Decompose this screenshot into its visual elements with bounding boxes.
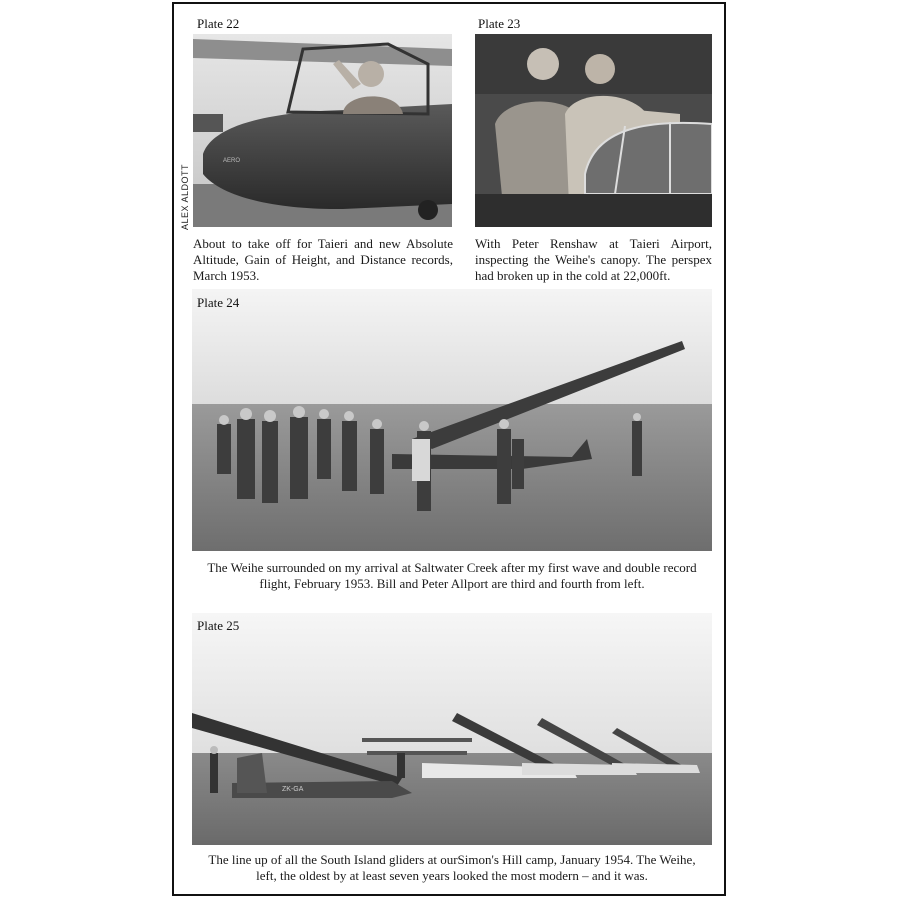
photo-credit: ALEX ALDOTT bbox=[180, 163, 190, 230]
plate-24-caption bbox=[192, 560, 712, 592]
plate-25-caption-line-1: The line up of all the South Island gliders at ourSimon's Hill camp, January 1954. The Weihe, bbox=[208, 852, 696, 867]
plate-23-label: Plate 23 bbox=[478, 16, 521, 31]
svg-text:ZK-GA: ZK-GA bbox=[282, 786, 304, 793]
svg-text:AERO: AERO bbox=[223, 158, 241, 164]
plate-22-caption: About to take off for Taieri and new Absolute Altitude, Gain of Height, and Distance records, March 1953. bbox=[193, 236, 453, 283]
plate-24-caption-line-1: The Weihe surrounded on my arrival at Saltwater Creek after my first wave and double record bbox=[207, 560, 697, 575]
plate-23-caption: With Peter Renshaw at Taieri Airport, inspecting the Weihe's canopy. The perspex had broken up in the cold at 22,000ft. bbox=[475, 236, 712, 283]
plate-25-label: Plate 25 bbox=[197, 618, 240, 633]
plate-25-photo bbox=[192, 613, 712, 845]
plate-22-photo bbox=[193, 34, 452, 227]
plate-24-label: Plate 24 bbox=[197, 295, 240, 310]
plate-24-caption-line-2: flight, February 1953. Bill and Peter Allport are third and fourth from left. bbox=[259, 576, 645, 591]
plate-25-caption bbox=[192, 852, 712, 884]
plate-25-caption-line-2: left, the oldest by at least seven years looked the most modern – and it was. bbox=[256, 868, 648, 883]
plate-24-photo bbox=[192, 289, 712, 551]
plate-22-label: Plate 22 bbox=[197, 16, 240, 31]
plate-23-photo bbox=[475, 34, 712, 227]
